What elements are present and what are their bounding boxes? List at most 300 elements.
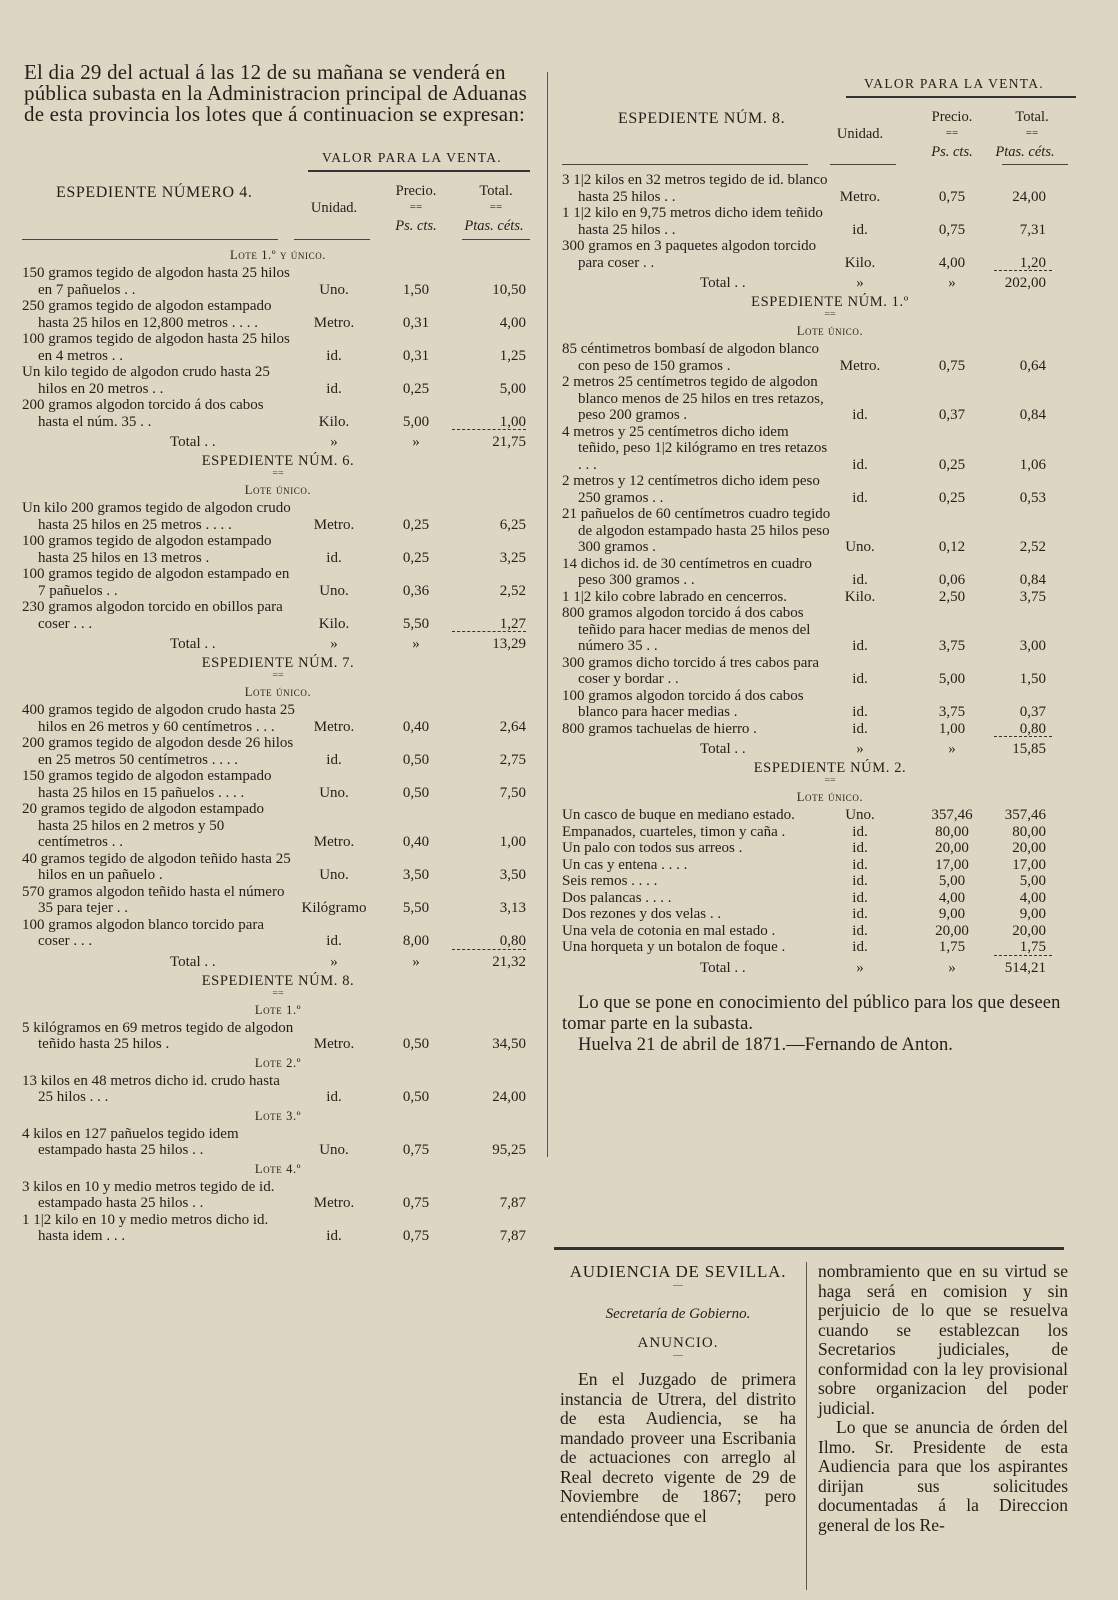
item-total: 10,50 — [492, 281, 526, 298]
item-price: 0,50 — [402, 1089, 430, 1105]
item-unit: id. — [852, 221, 868, 238]
item-unit: id. — [852, 671, 868, 687]
expediente-section — [22, 453, 534, 653]
expediente-title: ESPEDIENTE NÚM. 1.º — [751, 294, 909, 310]
item-price: 1,50 — [402, 281, 430, 298]
item-row — [562, 205, 1098, 238]
item-price: 0,75 — [938, 357, 966, 374]
expediente-title: ESPEDIENTE NÚM. 6. — [201, 453, 355, 469]
item-price: 5,00 — [402, 413, 430, 430]
item-total: 2,75 — [499, 751, 526, 768]
item-row — [22, 801, 534, 851]
item-price: 5,50 — [402, 615, 430, 632]
item-description: 2 metros y 12 centímetros dicho idem peso 250 gramos . . — [562, 473, 820, 506]
item-total: 1,20 — [1019, 254, 1046, 271]
item-price: 17,00 — [935, 856, 969, 873]
item-unit: id. — [852, 889, 868, 906]
title-ornament: == — [272, 987, 284, 999]
item-unit: id. — [326, 751, 342, 768]
item-row — [562, 721, 1098, 738]
item-price: 0,75 — [938, 221, 966, 238]
item-row — [562, 857, 1098, 874]
item-description: 14 dichos id. de 30 centímetros en cuadro peso 300 gramos . . — [562, 555, 812, 588]
item-unit: Metro. — [839, 357, 881, 374]
item-row — [562, 906, 1098, 923]
item-total: 24,00 — [1012, 188, 1046, 205]
lote-label: Lote único. — [244, 483, 312, 497]
total-label: Total . . — [700, 741, 746, 757]
item-price: 5,00 — [938, 873, 966, 889]
item-unit: Kilo. — [318, 615, 350, 632]
lote-label: Lote 3.º — [254, 1108, 302, 1123]
item-description: 3 1|2 kilos en 32 metros tegido de id. blanco hasta 25 hilos . . — [562, 172, 828, 205]
expediente-section — [562, 294, 1098, 758]
item-total: 2,64 — [499, 718, 526, 735]
item-total: 0,53 — [1019, 489, 1046, 506]
item-total: 20,00 — [1012, 922, 1046, 939]
item-row — [562, 172, 1098, 205]
expediente-title: ESPEDIENTE NÚM. 7. — [201, 655, 355, 671]
item-row — [22, 265, 534, 298]
item-unit: id. — [852, 840, 868, 856]
item-unit: Metro. — [313, 516, 355, 533]
total-label: Total . . — [170, 953, 216, 970]
expediente-section — [22, 655, 534, 971]
item-unit: id. — [852, 856, 868, 873]
item-price: 0,75 — [402, 1228, 430, 1244]
item-total: 1,00 — [499, 834, 526, 850]
item-total: 0,84 — [1019, 407, 1046, 423]
item-unit: id. — [852, 906, 868, 922]
title-ornament: == — [272, 468, 284, 479]
item-description: Un palo con todos sus arreos . — [562, 840, 743, 856]
item-unit: Kilógramo — [301, 900, 367, 916]
item-row — [562, 506, 1098, 556]
title-ornament: — — [673, 1280, 683, 1291]
notice-text: Lo que se pone en conocimiento del público para los que deseen tomar parte en la subasta. — [562, 992, 1061, 1034]
anuncio-heading: ANUNCIO. — [637, 1335, 719, 1351]
item-unit: Kilo. — [844, 588, 876, 605]
ptas-cets-heading: Ptas. céts. — [464, 218, 524, 234]
item-price: 0,40 — [402, 718, 430, 735]
total-row — [562, 737, 1098, 758]
lote-label: Lote único. — [244, 685, 312, 699]
item-description: 100 gramos algodon torcido á dos cabos blanco para hacer medias . — [562, 687, 804, 720]
item-description: 2 metros 25 centímetros tegido de algodon blanco menos de 25 hilos en tres retazos, peso 200 gramos . — [562, 374, 824, 423]
item-total: 5,00 — [499, 380, 526, 397]
item-description: 150 gramos tegido de algodon estampado hasta 25 hilos en 15 pañuelos . . . . — [22, 768, 272, 801]
item-unit: Uno. — [845, 539, 875, 555]
item-row — [22, 917, 534, 950]
item-unit: id. — [852, 939, 868, 955]
item-row — [562, 655, 1098, 688]
public-notice — [562, 993, 1098, 1056]
item-description: 300 gramos en 3 paquetes algodon torcido para coser . . — [562, 238, 817, 271]
total-unit: » — [330, 636, 338, 652]
item-price: 357,46 — [931, 807, 973, 823]
header-rule — [562, 164, 808, 165]
item-description: 40 gramos tegido de algodon teñido hasta 25 hilos en un pañuelo . — [22, 850, 291, 883]
right-sections — [562, 172, 1098, 977]
item-total: 0,37 — [1019, 704, 1046, 720]
item-unit: id. — [852, 407, 868, 423]
total-dash-rule — [452, 949, 526, 951]
notice-signature: Huelva 21 de abril de 1871.—Fernando de Anton. — [578, 1034, 954, 1055]
item-unit: Uno. — [319, 1142, 349, 1158]
title-ornament: == — [824, 775, 836, 786]
item-price: 0,25 — [402, 549, 430, 566]
item-unit: Uno. — [319, 784, 349, 801]
item-total: 1,25 — [499, 347, 526, 364]
valor-heading: VALOR PARA LA VENTA. — [864, 76, 1044, 91]
item-description: 4 metros y 25 centímetros dicho idem teñido, peso 1|2 kilógramo en tres retazos . . . — [562, 423, 828, 473]
title-ornament: == — [272, 670, 284, 681]
item-total: 4,00 — [499, 314, 526, 331]
item-description: 150 gramos tegido de algodon hasta 25 hilos en 7 pañuelos . . — [22, 265, 290, 298]
item-row — [562, 473, 1098, 506]
item-price: 0,25 — [938, 456, 966, 473]
item-total: 0,64 — [1019, 357, 1046, 374]
column-divider — [547, 72, 548, 1157]
header-rule — [462, 239, 530, 240]
lote-label: Lote único. — [796, 324, 864, 338]
total-dash-rule — [452, 631, 526, 633]
precio-eq: == — [409, 201, 423, 213]
item-unit: Uno. — [845, 807, 875, 823]
header-rule — [22, 239, 278, 240]
item-price: 3,75 — [938, 638, 966, 654]
item-total: 20,00 — [1012, 840, 1046, 856]
item-description: Un kilo tegido de algodon crudo hasta 25 hilos en 20 metros . . — [22, 364, 270, 397]
total-label: Total . . — [700, 959, 746, 976]
item-total: 3,00 — [1019, 638, 1046, 654]
item-price: 3,50 — [402, 867, 430, 883]
item-total: 0,80 — [1019, 720, 1046, 737]
item-description: 1 1|2 kilo cobre labrado en cencerros. — [562, 588, 787, 605]
item-description: Seis remos . . . . — [562, 873, 658, 889]
item-total: 4,00 — [1019, 889, 1046, 906]
precio-eq: == — [945, 127, 959, 139]
item-row — [22, 851, 534, 884]
item-row — [562, 840, 1098, 857]
item-row — [562, 605, 1098, 655]
item-price: 4,00 — [938, 889, 966, 906]
expediente-8-title: ESPEDIENTE NÚM. 8. — [618, 110, 786, 127]
item-description: 1 1|2 kilo en 9,75 metros dicho idem teñido hasta 25 hilos . . — [562, 205, 823, 238]
item-description: 800 gramos algodon torcido á dos cabos teñido para hacer medias de menos del número 35 . . — [562, 605, 811, 654]
item-total: 3,25 — [499, 549, 526, 566]
item-unit: Metro. — [313, 834, 355, 850]
total-row — [562, 956, 1098, 977]
total-value: 21,32 — [492, 953, 526, 970]
lote-label: Lote 1.º y único. — [229, 248, 327, 262]
audiencia-paragraph-1: En el Juzgado de primera instancia de Utrera, del distrito de esta Audiencia, se ha mandado proveer una Escribania de actuaciones con arreglo al Real decreto vigente de 29 de Noviembre de 1867; pero entendiéndose que el — [560, 1369, 796, 1526]
item-unit: Kilo. — [844, 254, 876, 271]
expediente-title: ESPEDIENTE NÚM. 2. — [753, 760, 907, 776]
audiencia-right — [818, 1262, 1068, 1535]
item-description: 21 pañuelos de 60 centímetros cuadro tegido de algodon estampado hasta 25 hilos peso 300 gramos . — [562, 506, 831, 555]
item-price: 80,00 — [935, 823, 969, 840]
precio-heading: Precio. — [395, 183, 437, 199]
item-price: 0,12 — [938, 539, 966, 555]
unidad-heading: Unidad. — [836, 126, 884, 142]
item-row — [562, 424, 1098, 474]
item-row — [562, 374, 1098, 424]
precio-heading: Precio. — [931, 109, 973, 125]
total-unit: » — [330, 434, 338, 450]
total-value: 15,85 — [1012, 741, 1046, 757]
item-unit: Uno. — [319, 281, 349, 298]
total-eq: == — [489, 201, 503, 213]
item-total: 3,50 — [499, 867, 526, 883]
item-row — [22, 1179, 534, 1212]
item-price: 0,75 — [938, 188, 966, 205]
item-total: 357,46 — [1004, 807, 1046, 823]
item-total: 34,50 — [492, 1036, 526, 1052]
total-price: » — [412, 636, 420, 652]
total-row — [22, 430, 534, 451]
item-price: 2,50 — [938, 588, 966, 605]
item-price: 0,40 — [402, 834, 430, 850]
total-row — [562, 271, 1098, 292]
valor-heading: VALOR PARA LA VENTA. — [322, 150, 502, 165]
total-row — [22, 632, 534, 653]
total-eq: == — [1025, 127, 1039, 139]
total-price: » — [948, 741, 956, 757]
item-price: 0,37 — [938, 407, 966, 423]
item-unit: id. — [852, 720, 868, 737]
item-row — [22, 566, 534, 599]
total-heading: Total. — [479, 183, 513, 199]
item-row — [22, 397, 534, 430]
total-unit: » — [330, 953, 338, 970]
item-price: 0,75 — [402, 1142, 430, 1158]
item-total: 9,00 — [1019, 906, 1046, 922]
item-price: 5,00 — [938, 671, 966, 687]
item-row — [562, 688, 1098, 721]
item-row — [562, 238, 1098, 271]
item-unit: id. — [326, 1089, 342, 1105]
total-value: 13,29 — [492, 636, 526, 652]
expediente-section — [22, 248, 534, 451]
expediente-title: ESPEDIENTE NÚM. 8. — [201, 972, 355, 989]
left-column — [22, 150, 534, 1245]
item-total: 1,75 — [1019, 939, 1046, 955]
audiencia-title: AUDIENCIA DE SEVILLA. — [569, 1262, 787, 1281]
item-total: 6,25 — [499, 516, 526, 533]
item-total: 7,50 — [499, 784, 526, 801]
auction-intro: El dia 29 del actual á las 12 de su mañana se venderá en pública subasta en la Administracion principal de Aduanas de esta provincia los lotes que á continuacion se expresan: — [24, 60, 528, 126]
item-row — [562, 939, 1098, 956]
item-price: 0,50 — [402, 784, 430, 801]
item-row — [22, 1073, 534, 1106]
item-row — [22, 331, 534, 364]
item-description: 400 gramos tegido de algodon crudo hasta 25 hilos en 26 metros y 60 centímetros . . . — [22, 702, 295, 735]
audiencia-paragraph-3: Lo que se anuncia de órden del Ilmo. Sr. Presidente de esta Audiencia para que los aspirantes dirijan sus solicitudes documentadas á la Direccion general de los Re- — [818, 1417, 1068, 1535]
total-dash-rule — [452, 429, 526, 431]
total-label: Total . . — [170, 434, 216, 450]
valor-rule — [308, 170, 530, 172]
item-price: 0,50 — [402, 751, 430, 768]
item-total: 17,00 — [1012, 856, 1046, 873]
item-total: 1,00 — [499, 413, 526, 430]
item-price: 0,75 — [402, 1195, 430, 1211]
item-total: 5,00 — [1019, 873, 1046, 889]
item-description: 4 kilos en 127 pañuelos tegido idem estampado hasta 25 hilos . . — [22, 1125, 239, 1158]
item-price: 9,00 — [938, 906, 966, 922]
item-unit: Metro. — [313, 1195, 355, 1211]
item-total: 0,84 — [1019, 572, 1046, 588]
title-ornament: == — [824, 309, 836, 320]
total-label: Total . . — [170, 636, 216, 652]
item-row — [22, 533, 534, 566]
item-row — [22, 702, 534, 735]
item-unit: id. — [326, 380, 342, 397]
left-sections — [22, 248, 534, 1245]
header-rule — [1002, 164, 1068, 165]
item-row — [562, 807, 1098, 824]
item-unit: Kilo. — [318, 413, 350, 430]
item-total: 1,27 — [499, 615, 526, 632]
item-row — [562, 556, 1098, 589]
total-unit: » — [856, 275, 864, 291]
header-rule — [830, 164, 896, 165]
total-row — [22, 950, 534, 971]
item-price: 4,00 — [938, 254, 966, 271]
total-price: » — [412, 953, 420, 970]
item-unit: Metro. — [313, 314, 355, 331]
item-unit: id. — [852, 823, 868, 840]
item-description: 100 gramos algodon blanco torcido para coser . . . — [22, 916, 265, 949]
total-heading: Total. — [1015, 109, 1049, 125]
item-description: 230 gramos algodon torcido en obillos para coser . . . — [22, 599, 283, 632]
item-description: 100 gramos tegido de algodon estampado hasta 25 hilos en 13 metros . — [22, 533, 272, 566]
item-total: 7,87 — [499, 1195, 526, 1211]
item-description: Una horqueta y un botalon de foque . — [562, 939, 786, 955]
ps-cts-heading: Ps. cts. — [395, 218, 437, 234]
item-price: 0,25 — [402, 516, 430, 533]
item-description: 100 gramos tegido de algodon estampado en 7 pañuelos . . — [22, 566, 290, 599]
item-description: 13 kilos en 48 metros dicho id. crudo hasta 25 hilos . . . — [22, 1072, 280, 1105]
item-unit: id. — [326, 1228, 342, 1244]
item-unit: id. — [326, 933, 342, 949]
audiencia-left — [560, 1262, 796, 1526]
total-label: Total . . — [700, 275, 746, 291]
item-description: 1 1|2 kilo en 10 y medio metros dicho id. hasta idem . . . — [22, 1211, 269, 1244]
valor-rule — [846, 96, 1076, 98]
item-row — [22, 500, 534, 533]
item-price: 1,75 — [938, 939, 966, 955]
item-price: 0,31 — [402, 314, 430, 331]
item-row — [22, 599, 534, 632]
item-description: Dos rezones y dos velas . . — [562, 906, 722, 922]
item-description: Un cas y entena . . . . — [562, 856, 688, 873]
item-unit: id. — [852, 922, 868, 939]
item-total: 80,00 — [1012, 823, 1046, 840]
item-row — [562, 923, 1098, 940]
section-separator — [554, 1247, 1064, 1250]
item-description: Empanados, cuarteles, timon y caña . — [562, 823, 786, 840]
expediente-section — [562, 760, 1098, 977]
item-row — [22, 364, 534, 397]
item-description: 200 gramos algodon torcido á dos cabos hasta el núm. 35 . . — [22, 397, 264, 430]
ptas-cets-heading: Ptas. céts. — [995, 144, 1055, 160]
item-total: 7,87 — [499, 1228, 526, 1244]
item-row — [22, 1212, 534, 1245]
item-row — [22, 1126, 534, 1159]
item-unit: Metro. — [313, 718, 355, 735]
left-column-header — [22, 150, 534, 245]
item-description: 20 gramos tegido de algodon estampado hasta 25 hilos en 2 metros y 50 centímetros . . — [22, 801, 265, 850]
item-total: 1,50 — [1019, 671, 1046, 687]
item-unit: Uno. — [319, 867, 349, 883]
item-row — [562, 589, 1098, 606]
item-total: 95,25 — [492, 1142, 526, 1158]
item-total: 3,75 — [1019, 588, 1046, 605]
item-price: 0,06 — [938, 572, 966, 588]
item-price: 5,50 — [402, 900, 430, 916]
item-row — [22, 735, 534, 768]
item-row — [562, 873, 1098, 890]
item-description: 200 gramos tegido de algodon desde 26 hilos en 25 metros 50 centímetros . . . . — [22, 735, 294, 768]
item-unit: id. — [852, 638, 868, 654]
item-price: 0,25 — [402, 380, 430, 397]
audiencia-subtitle: Secretaría de Gobierno. — [605, 1306, 751, 1322]
lote-label: Lote 4.º — [254, 1161, 302, 1176]
item-row — [22, 298, 534, 331]
item-description: 800 gramos tachuelas de hierro . — [562, 720, 757, 737]
expediente-section — [562, 172, 1098, 292]
item-description: Un kilo 200 gramos tegido de algodon crudo hasta 25 hilos en 25 metros . . . . — [22, 500, 291, 533]
total-value: 202,00 — [1004, 275, 1046, 291]
item-total: 0,80 — [499, 933, 526, 949]
total-dash-rule — [994, 955, 1052, 957]
item-row — [22, 768, 534, 801]
item-unit: id. — [852, 456, 868, 473]
unidad-heading: Unidad. — [310, 200, 358, 216]
item-total: 7,31 — [1019, 221, 1046, 238]
item-row — [562, 341, 1098, 374]
expediente-4-title: ESPEDIENTE NÚMERO 4. — [56, 184, 253, 201]
item-total: 3,13 — [499, 900, 526, 916]
item-unit: id. — [326, 347, 342, 364]
item-description: 85 céntimetros bombasí de algodon blanco con peso de 150 gramos . — [562, 341, 820, 374]
item-unit: id. — [852, 572, 868, 588]
total-value: 21,75 — [492, 434, 526, 450]
total-unit: » — [856, 959, 864, 976]
item-price: 20,00 — [935, 922, 969, 939]
lote-label: Lote único. — [796, 790, 864, 804]
total-dash-rule — [994, 270, 1052, 272]
total-price: » — [412, 434, 420, 450]
item-description: 5 kilógramos en 69 metros tegido de algodon teñido hasta 25 hilos . — [22, 1019, 294, 1052]
total-price: » — [948, 959, 956, 976]
item-total: 2,52 — [499, 582, 526, 599]
item-unit: Metro. — [839, 188, 881, 205]
item-description: 570 gramos algodon teñido hasta el número 35 para tejer . . — [22, 883, 285, 916]
item-row — [562, 824, 1098, 841]
item-unit: id. — [852, 704, 868, 720]
right-column — [562, 76, 1098, 1056]
item-price: 1,00 — [938, 720, 966, 737]
item-price: 20,00 — [935, 840, 969, 856]
total-dash-rule — [994, 736, 1052, 738]
header-rule — [294, 239, 370, 240]
item-price: 8,00 — [402, 933, 430, 949]
item-unit: Metro. — [313, 1036, 355, 1052]
item-description: 3 kilos en 10 y medio metros tegido de id. estampado hasta 25 hilos . . — [22, 1178, 275, 1211]
item-unit: id. — [852, 873, 868, 889]
